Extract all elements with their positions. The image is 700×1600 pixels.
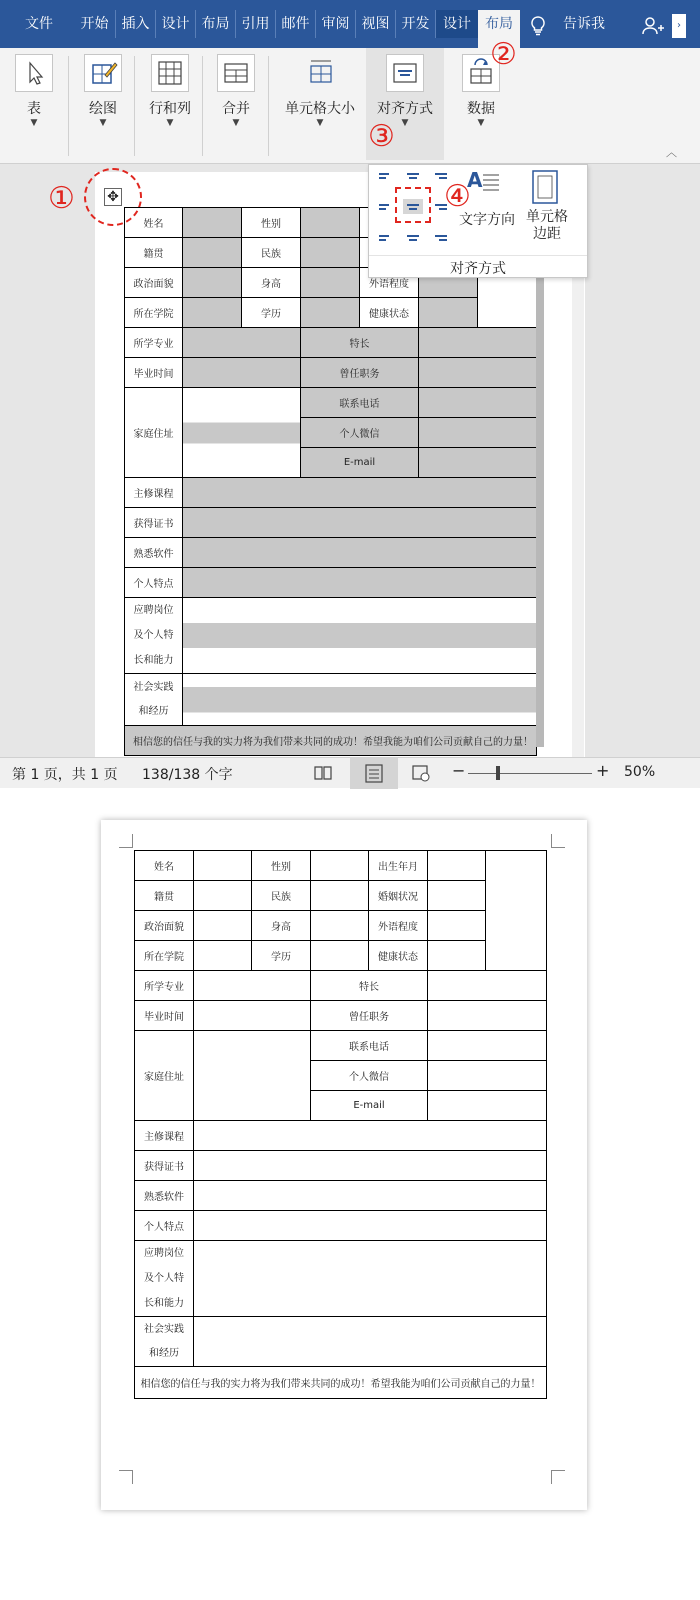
align-bottom-left-button[interactable]	[377, 227, 397, 242]
cell-label: 婚姻状况	[369, 881, 428, 911]
read-mode-icon[interactable]	[314, 764, 332, 782]
cell-value	[194, 971, 311, 1001]
collapse-ribbon-icon[interactable]: ︿	[666, 146, 677, 159]
cell-value	[428, 941, 486, 971]
cell-value[interactable]	[183, 388, 301, 478]
alignment-dropdown	[368, 164, 588, 278]
cell-value	[311, 911, 369, 941]
cell-label: 所学专业	[135, 971, 194, 1001]
label-line: 及个人特	[133, 630, 174, 641]
draw-group-button[interactable]	[78, 52, 128, 156]
tab-design[interactable]: 设计	[156, 10, 196, 38]
cell-label: 所在学院	[135, 941, 194, 971]
cell-value[interactable]	[419, 298, 478, 328]
cell-value	[428, 971, 547, 1001]
page-count[interactable]: 第 1 页，共 1 页	[12, 767, 118, 783]
tab-review[interactable]: 审阅	[316, 10, 356, 38]
group-label-table: 表	[27, 101, 41, 117]
cell-value	[194, 941, 252, 971]
cell-value[interactable]	[183, 328, 301, 358]
web-layout-icon[interactable]	[412, 764, 430, 782]
label-line: 和经历	[149, 1347, 179, 1359]
cell-label[interactable]: 所在学院	[125, 298, 183, 328]
zoom-out-button[interactable]: −	[452, 761, 466, 780]
cell-label: 健康状态	[369, 941, 428, 971]
cell-value	[194, 881, 252, 911]
cell-label	[135, 1317, 194, 1367]
chevron-down-icon: ▼	[232, 118, 240, 128]
group-label-draw: 绘图	[89, 101, 117, 117]
zoom-in-button[interactable]: +	[596, 761, 610, 780]
chevron-down-icon: ▼	[30, 118, 38, 128]
cell-size-group-button[interactable]	[274, 52, 366, 156]
alignment-icon	[386, 54, 424, 92]
cell-label[interactable]: 个人微信	[301, 418, 419, 448]
svg-text:A: A	[467, 168, 483, 192]
select-pointer-icon	[15, 54, 53, 92]
cell-label[interactable]: 政治面貌	[125, 268, 183, 298]
label-line: 社会实践	[133, 681, 174, 693]
tab-insert[interactable]: 插入	[116, 10, 156, 38]
draw-table-icon	[84, 54, 122, 92]
cell-value[interactable]	[419, 388, 537, 418]
table-group-button[interactable]	[10, 52, 58, 156]
crop-mark	[119, 834, 133, 848]
cell-value[interactable]	[183, 298, 242, 328]
resume-table-selected[interactable]	[124, 207, 537, 756]
label-line: 长和能力	[144, 1298, 184, 1309]
chevron-down-icon: ▼	[477, 118, 485, 128]
resume-table-preview	[134, 850, 547, 1399]
cell-label: E-mail	[311, 1091, 428, 1121]
tell-me-search[interactable]: 告诉我	[563, 16, 605, 32]
label-line: 和经历	[138, 705, 169, 717]
cell-value[interactable]	[183, 238, 242, 268]
cell-label: 个人微信	[311, 1061, 428, 1091]
marker-4: ④	[444, 179, 471, 214]
cell-value	[194, 1001, 311, 1031]
cell-value	[428, 1031, 547, 1061]
cell-label[interactable]	[125, 598, 183, 674]
cell-label[interactable]: 熟悉软件	[125, 538, 183, 568]
cell-value	[194, 851, 252, 881]
cell-value	[194, 1317, 547, 1367]
cell-value	[428, 1091, 547, 1121]
cell-value	[194, 1031, 311, 1121]
cell-label: 身高	[252, 911, 311, 941]
lightbulb-icon[interactable]	[530, 16, 546, 36]
align-top-center-button[interactable]	[403, 171, 423, 186]
tab-view[interactable]: 视图	[356, 10, 396, 38]
crop-mark	[551, 1470, 565, 1484]
cell-label: 学历	[252, 941, 311, 971]
cell-label: 性别	[252, 851, 311, 881]
tab-references[interactable]: 引用	[236, 10, 276, 38]
cell-value[interactable]	[183, 538, 537, 568]
dropdown-group-label: 对齐方式	[369, 255, 587, 278]
zoom-level[interactable]: 50%	[624, 764, 656, 780]
group-label-cell-size: 单元格大小	[285, 101, 355, 117]
cell-value[interactable]	[419, 418, 537, 448]
cell-label: 出生年月	[369, 851, 428, 881]
chevron-down-icon: ▼	[401, 118, 409, 128]
cell-label[interactable]: 性别	[242, 208, 301, 238]
cell-label[interactable]: 身高	[242, 268, 301, 298]
cell-label[interactable]: 获得证书	[125, 508, 183, 538]
label-line: 应聘岗位	[133, 605, 174, 616]
label-line: 及个人特	[144, 1273, 184, 1284]
cell-value[interactable]	[419, 448, 537, 478]
ribbon-panel	[0, 48, 700, 164]
cell-label: 个人特点	[135, 1211, 194, 1241]
tab-developer[interactable]: 开发	[396, 10, 436, 38]
cell-value[interactable]	[183, 568, 537, 598]
footer-cell: 相信您的信任与我的实力将为我们带来共同的成功！希望我能为咱们公司贡献自己的力量！	[135, 1367, 547, 1399]
zoom-slider[interactable]	[468, 773, 592, 774]
cell-value[interactable]	[301, 268, 360, 298]
marker-2: ②	[490, 37, 517, 72]
cell-value	[428, 851, 486, 881]
cell-value[interactable]	[419, 358, 537, 388]
chevron-down-icon: ▼	[99, 118, 107, 128]
status-bar	[0, 757, 700, 788]
cell-label[interactable]: 个人特点	[125, 568, 183, 598]
cell-value[interactable]	[183, 508, 537, 538]
align-top-left-button[interactable]	[377, 171, 397, 186]
table-move-handle-icon[interactable]: ✥	[104, 188, 122, 206]
cell-margins-label-2: 边距	[533, 226, 561, 242]
cell-label: 外语程度	[369, 911, 428, 941]
tab-table-design[interactable]: 设计	[436, 10, 478, 38]
footer-cell[interactable]: 相信您的信任与我的实力将为我们带来共同的成功！希望我能为咱们公司贡献自己的力量！	[125, 726, 537, 756]
cell-label: 政治面貌	[135, 911, 194, 941]
marker-3: ③	[368, 119, 395, 154]
chevron-down-icon: ▼	[316, 118, 324, 128]
cell-label[interactable]: 学历	[242, 298, 301, 328]
rows-columns-group-button[interactable]	[138, 52, 202, 156]
cell-label[interactable]: 家庭住址	[125, 388, 183, 478]
cell-label[interactable]: 姓名	[125, 208, 183, 238]
ribbon-overflow-arrow[interactable]: ›	[672, 14, 686, 38]
crop-mark	[119, 1470, 133, 1484]
label-line: 应聘岗位	[144, 1248, 184, 1259]
align-bottom-right-button[interactable]	[429, 227, 449, 242]
cell-margins-icon	[531, 169, 559, 205]
cell-label[interactable]: 籍贯	[125, 238, 183, 268]
crop-mark	[551, 834, 565, 848]
cell-label[interactable]: 健康状态	[360, 298, 419, 328]
cell-label[interactable]: 曾任职务	[301, 358, 419, 388]
cell-margins-button[interactable]	[517, 209, 577, 243]
cell-value[interactable]	[301, 208, 360, 238]
tab-table-layout[interactable]: 布局	[478, 10, 520, 48]
cell-label: 联系电话	[311, 1031, 428, 1061]
photo-cell	[486, 851, 547, 971]
group-label-alignment: 对齐方式	[377, 101, 433, 117]
cell-label[interactable]: 特长	[301, 328, 419, 358]
tab-home[interactable]: 开始	[74, 10, 116, 38]
cell-value[interactable]	[301, 298, 360, 328]
cell-value[interactable]	[183, 674, 537, 726]
text-direction-button[interactable]: 文字方向	[459, 212, 515, 228]
print-layout-icon[interactable]	[350, 758, 398, 789]
cell-size-icon	[301, 54, 339, 92]
merge-group-button[interactable]	[212, 52, 260, 156]
person-add-icon[interactable]	[642, 16, 664, 36]
cell-label: 籍贯	[135, 881, 194, 911]
label-line: 社会实践	[144, 1323, 184, 1335]
cell-label[interactable]: 毕业时间	[125, 358, 183, 388]
cell-label: 主修课程	[135, 1121, 194, 1151]
cell-label: 民族	[252, 881, 311, 911]
marker-1: ①	[48, 181, 75, 216]
cell-value	[428, 881, 486, 911]
cell-value	[194, 1181, 547, 1211]
cell-label: 熟悉软件	[135, 1181, 194, 1211]
cell-label[interactable]: 联系电话	[301, 388, 419, 418]
group-label-rows-columns: 行和列	[149, 101, 191, 117]
cell-label[interactable]: E-mail	[301, 448, 419, 478]
label-line: 长和能力	[133, 655, 174, 666]
cell-value	[311, 881, 369, 911]
cell-value	[194, 1211, 547, 1241]
cell-value[interactable]	[183, 358, 301, 388]
cell-value	[311, 851, 369, 881]
align-middle-left-button[interactable]	[377, 199, 397, 214]
cell-label: 姓名	[135, 851, 194, 881]
cell-label[interactable]: 外语程度	[360, 268, 419, 298]
cell-value	[311, 941, 369, 971]
tab-layout[interactable]: 布局	[196, 10, 236, 38]
align-bottom-center-button[interactable]	[403, 227, 423, 242]
table-selection-edge	[536, 207, 544, 747]
cell-margins-label-1: 单元格	[526, 209, 568, 225]
cell-label: 曾任职务	[311, 1001, 428, 1031]
cell-value	[428, 1061, 547, 1091]
cell-value	[194, 1121, 547, 1151]
cell-label: 获得证书	[135, 1151, 194, 1181]
cell-value	[194, 1151, 547, 1181]
cell-value[interactable]	[183, 268, 242, 298]
cell-label: 特长	[311, 971, 428, 1001]
rows-columns-icon	[151, 54, 189, 92]
cell-value[interactable]	[301, 238, 360, 268]
highlight-box	[395, 187, 431, 223]
cell-label	[135, 1241, 194, 1317]
merge-cells-icon	[217, 54, 255, 92]
cell-value[interactable]	[183, 208, 242, 238]
cell-label[interactable]: 所学专业	[125, 328, 183, 358]
word-count[interactable]: 138/138 个字	[142, 767, 233, 783]
tab-mailings[interactable]: 邮件	[276, 10, 316, 38]
cell-value[interactable]	[419, 328, 537, 358]
cell-value	[194, 1241, 547, 1317]
cell-label[interactable]: 民族	[242, 238, 301, 268]
cell-value[interactable]	[183, 478, 537, 508]
cell-value[interactable]	[183, 598, 537, 674]
group-label-data: 数据	[467, 101, 495, 117]
cell-value	[428, 1001, 547, 1031]
cell-value	[428, 911, 486, 941]
cell-label[interactable]: 主修课程	[125, 478, 183, 508]
group-label-merge: 合并	[222, 101, 250, 117]
zoom-slider-thumb[interactable]	[496, 766, 500, 780]
tab-file[interactable]: 文件	[25, 16, 53, 32]
chevron-down-icon: ▼	[166, 118, 174, 128]
cell-value	[194, 911, 252, 941]
cell-label: 家庭住址	[135, 1031, 194, 1121]
cell-label: 毕业时间	[135, 1001, 194, 1031]
cell-label[interactable]	[125, 674, 183, 726]
